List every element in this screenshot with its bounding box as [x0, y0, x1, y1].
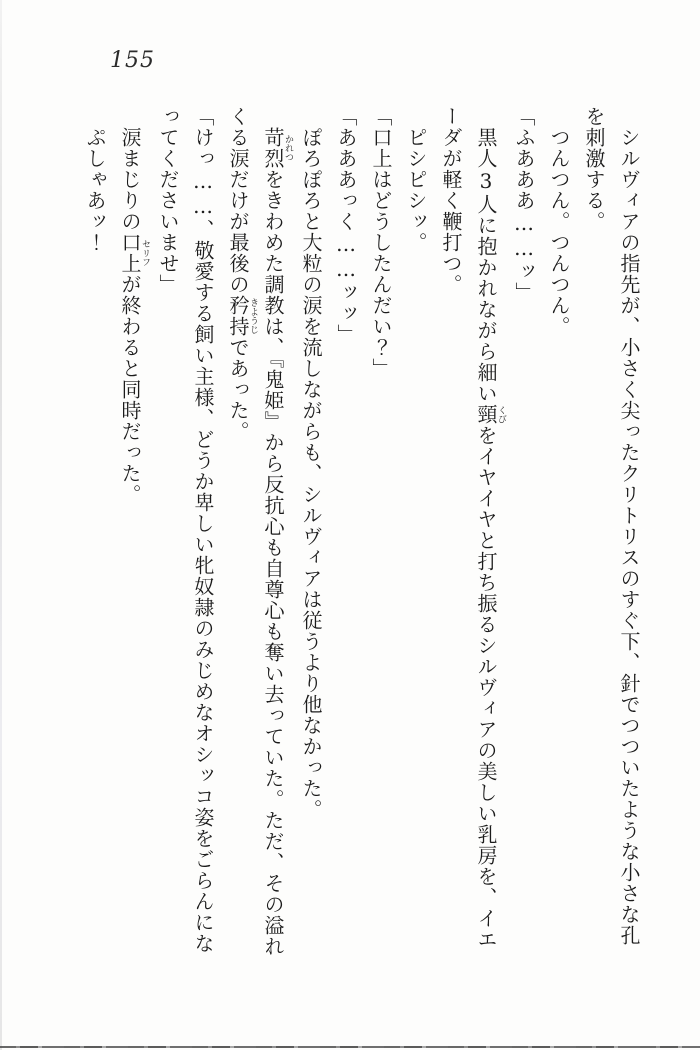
- ruby-annotated-word: 苛烈かれつ: [261, 127, 293, 169]
- furigana: きようじ: [248, 295, 258, 337]
- paragraph: 苛烈かれつをきわめた調教は、『鬼姫』から反抗心も自尊心も奪い去っていた。ただ、その溢れくる涙だけが最後の矜持きようじであった。: [226, 106, 293, 957]
- paragraph: つんつん。つんつん。: [547, 127, 571, 337]
- page-bottom-edge-shadow: [0, 1046, 700, 1048]
- paragraph: 「ふあああ……ッ」: [512, 106, 536, 303]
- paragraph: シルヴィアの指先が、小さく尖ったクリトリスのすぐ下、針でつついたような小さな孔を刺激する。: [582, 106, 641, 946]
- furigana: かれつ: [283, 127, 293, 169]
- ruby-annotated-word: 口上セリフ: [118, 232, 150, 274]
- page-left-edge-shadow: [0, 0, 2, 1050]
- paragraph: 涙まじりの口上セリフが終わると同時だった。: [118, 127, 150, 505]
- furigana: くび: [496, 404, 506, 425]
- furigana: セリフ: [140, 232, 150, 274]
- paragraph: ピシピシッ。: [404, 127, 428, 253]
- ruby-annotated-word: 頸くび: [474, 404, 506, 425]
- paragraph: 「あああっく……ッッ」: [334, 106, 358, 345]
- paragraph: ぽろぽろと大粒の涙を流しながらも、シルヴィアは従うより他なかった。: [299, 127, 323, 820]
- text-body: [77, 106, 646, 958]
- paragraph: 「けっ……、敬愛する飼い主様、どうか卑しい牝奴隷のみじめなオシッコ姿をごらんになってくださいませ」: [156, 106, 215, 954]
- page-number: 155: [110, 48, 155, 73]
- paragraph: ぷしゃあッ！: [83, 127, 107, 253]
- paragraph: 「口上はどうしたんだい？」: [369, 106, 393, 379]
- paragraph: 黒人3人に抱かれながら細い頸くびをイヤイヤと打ち振るシルヴィアの美しい乳房を、イエーダが軽く鞭打つ。: [439, 106, 506, 950]
- ruby-annotated-word: 矜持きようじ: [226, 295, 258, 337]
